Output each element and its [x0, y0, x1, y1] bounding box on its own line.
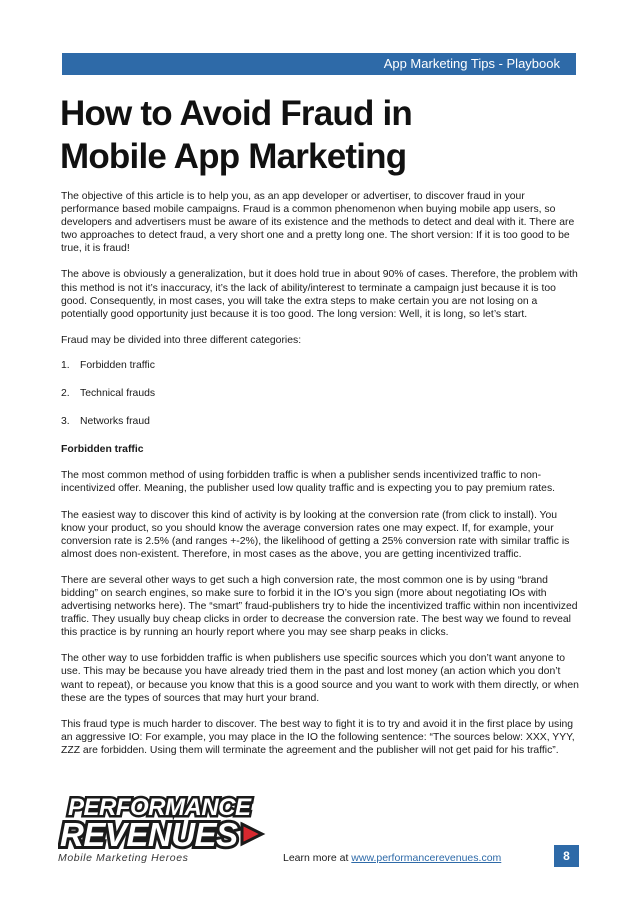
paragraph-intro: The objective of this article is to help you, as an app developer or advertiser, to discover fraud in your performance based mobile campaigns. Fraud is a common phenomenon when buying mobile app users, so developers and advertisers must be aware of its existence and the methods to detect and deal with it. There are two approaches to detect fraud, a very short one and a pretty long one. The short version: If it is too good to be true, it is fraud!	[61, 191, 575, 255]
paragraph-categories-intro: Fraud may be divided into three different categories:	[61, 334, 302, 346]
title-line-1: How to Avoid Fraud in	[60, 94, 412, 133]
footer-prefix: Learn more at	[283, 852, 349, 864]
header-label: App Marketing Tips - Playbook	[383, 56, 560, 71]
paragraph-forbidden-traffic: The most common method of using forbidden traffic is when a publisher sends incentivized traffic to non-incentivized offer. Meaning, the publisher used low quality traffic and is expecting you to pay premium rates.	[61, 470, 556, 495]
logo-word-performance: PERFORMANCE	[68, 794, 251, 821]
header-bar	[62, 53, 576, 75]
category-list	[61, 359, 580, 428]
paragraph-specific-sources: The other way to use forbidden traffic is when publishers use specific sources which you don’t want anyone to use. This may be because you have already tried them in the past and lost money (an action which you don’t want to repeat), or because you know that this is a good source and you want to work with them directly, or when these are the types of sources that may hurt your brand.	[61, 653, 579, 704]
list-item: 3. Networks fraud	[61, 416, 150, 428]
paragraph-generalization: The above is obviously a generalization, but it does hold true in about 90% of cases. Therefore, the problem with this method is not it’s inaccuracy, it’s the lack of ability/interest to terminate a campaign just because it is too good. Consequently, in most cases, you will take the extra steps to make certain you are not losing on a potentially good opportunity just because it is too good. The long version: Well, it is long, so let’s start.	[61, 269, 578, 320]
logo-tagline: Mobile Marketing Heroes	[58, 852, 189, 864]
title-line-2: Mobile App Marketing	[60, 137, 407, 176]
logo-word-revenues: REVENUES	[60, 816, 238, 852]
paragraph-brand-bidding: There are several other ways to get such a high conversion rate, the most common one is by using “brand bidding” on search engines, so make sure to forbid it in the IO’s you sign (more about negotiating IOs with advertising networks here). The “smart” fraud-publishers try to hide the incentivized traffic within non incentivized traffic. They usually buy cheap clicks in order to decrease the conversion rate. The best way we found to reveal this practice is by running an hourly report where you may see sharp peaks in clicks.	[61, 574, 578, 639]
page-title	[60, 92, 580, 178]
page-number: 8	[563, 849, 570, 863]
footer-learn-more	[283, 852, 501, 864]
website-link[interactable]: www.performancerevenues.com	[351, 852, 502, 864]
section-heading: Forbidden traffic	[61, 444, 144, 456]
page-number-badge	[554, 845, 579, 867]
list-item: 1. Forbidden traffic	[61, 359, 155, 371]
paragraph-aggressive-io: This fraud type is much harder to discover. The best way to fight it is to try and avoid it in the first place by using an aggressive IO: For example, you may place in the IO the following sentence: “The sources below: XXX, YYY, ZZZ are forbidden. Using them will terminate the agreement and the publisher will not get paid for his traffic”.	[61, 718, 575, 756]
arrow-icon	[242, 824, 262, 844]
paragraph-conversion-rate: The easiest way to discover this kind of activity is by looking at the conversion rate (from click to install). You know your product, so you should know the average conversion rates one may expect. If, for example, your conversion rate is 2.5% (and ranges +-2%), the likelihood of getting a 25% conversion rate with similar traffic is almost does non-existent. Therefore, in most cases as the above, you are getting incentivized traffic.	[61, 509, 570, 560]
logo-graphic	[58, 790, 268, 852]
article-body	[61, 190, 580, 770]
list-item: 2. Technical frauds	[61, 388, 156, 400]
